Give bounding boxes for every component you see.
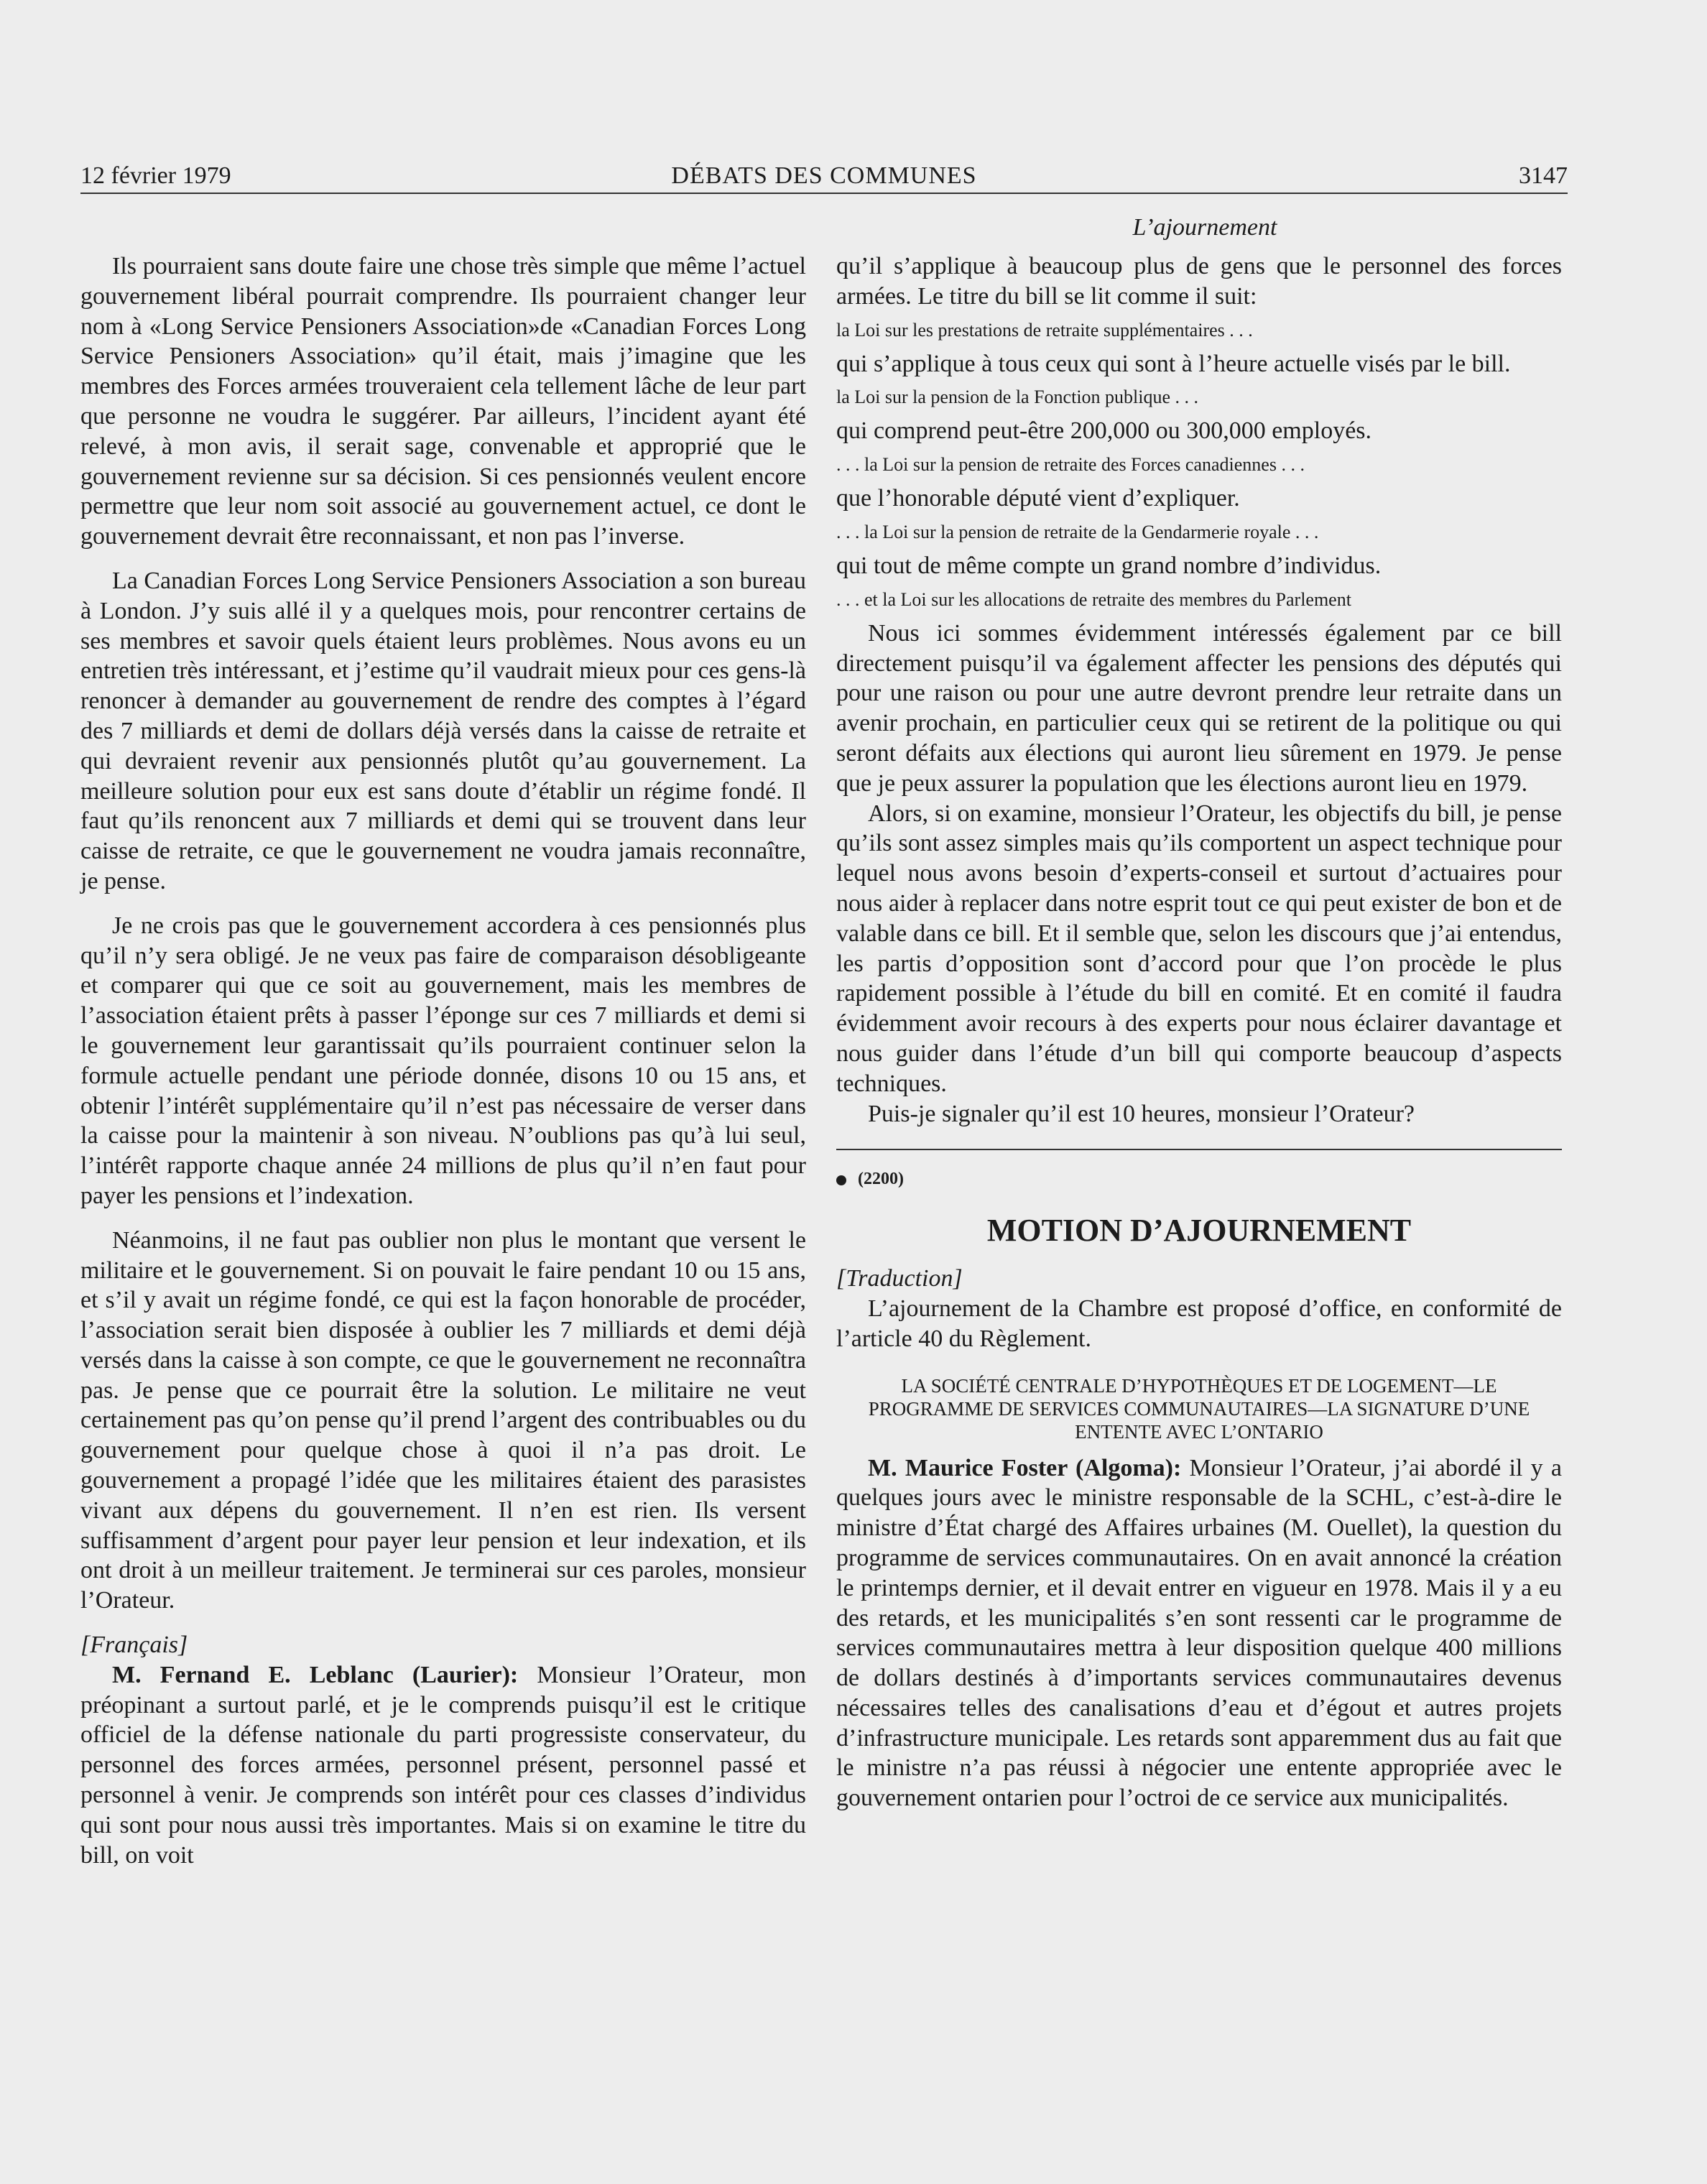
paragraph: qui tout de même compte un grand nombre d’individus. bbox=[836, 552, 1382, 579]
quoted-title: la Loi sur les prestations de retraite supplémentaires . . . bbox=[836, 319, 1253, 341]
speech-text: Monsieur l’Orateur, j’ai abordé il y a quelques jours avec le ministre responsable de la SCHL, c’est-à-dire le ministre d’État chargé des Affaires urbaines (M. Ouellet), la question du programme de services communautaires. On en avait annoncé la création le printemps dernier, et il devait entrer en vigueur en 1978. Mais il y a eu des retards, et les municipalités s’en sont ressenti car le programme de services communautaires mettra à leur disposition quelque 400 millions de dollars destinés à d’importants services communautaires devenus nécessaires telles des canalisations d’eau et d’égout et autres projets d’infrastructure municipale. Les retards sont apparemment dus au fait que le ministre n’a pas réussi à négocier une entente appropriée avec le gouvernement ontarien pour l’octroi de ce service aux municipalités. bbox=[836, 1454, 1562, 1812]
quoted-title: la Loi sur la pension de la Fonction publique . . . bbox=[836, 387, 1199, 408]
section-heading: MOTION D’AJOURNEMENT bbox=[986, 1213, 1412, 1249]
paragraph: que l’honorable député vient d’expliquer. bbox=[836, 485, 1240, 512]
speech-paragraph bbox=[80, 1660, 806, 1871]
paragraph: qui comprend peut-être 200,000 ou 300,000 employés. bbox=[836, 417, 1372, 445]
subsection-heading: LA SOCIÉTÉ CENTRALE D’HYPOTHÈQUES ET DE LOGEMENT—LE PROGRAMME DE SERVICES COMMUNAUTAIRES—LA SIGNATURE D’UNE ENTENTE AVEC L’ONTARIO bbox=[868, 1374, 1530, 1443]
speech-text: Monsieur l’Orateur, mon préopinant a surtout parlé, et je le comprends puisqu’il est le critique officiel de la défense nationale du parti progressiste conservateur, du personnel des forces armées, personnel présent, personnel passé et personnel à venir. Je comprends son intérêt pour ces classes d’individus qui sont pour nous aussi très importantes. Mais si on examine le titre du bill, on voit bbox=[80, 1661, 806, 1869]
left-column bbox=[80, 251, 806, 1870]
paragraph: Alors, si on examine, monsieur l’Orateur, les objectifs du bill, je pense qu’ils sont assez simples mais qu’ils comportent un aspect technique pour lequel nous avons besoin d’experts-conseil et surtout d’actuaires pour nous aider à replacer dans notre esprit tout ce qui peut exister de bon et de valable dans ce bill. Et il semble que, selon les discours que j’ai entendus, les partis d’opposition sont d’accord pour que l’on procède le plus rapidement possible à l’étude du bill en comité. Et en comité il faudra évidemment avoir recours à des experts pour nous éclairer davantage et nous guider dans l’étude d’un bill qui comporte beaucoup d’aspects techniques. bbox=[836, 800, 1562, 1097]
right-column bbox=[836, 251, 1562, 1813]
header-title: DÉBATS DES COMMUNES bbox=[671, 162, 977, 189]
page-header bbox=[80, 159, 1568, 197]
header-rule bbox=[80, 193, 1568, 194]
paragraph: Nous ici sommes évidemment intéressés également par ce bill directement puisqu’il va également affecter les pensions des députés qui pour une raison ou pour une autre devront prendre leur retraite dans un avenir prochain, en particulier ceux qui se retirent de la politique ou qui seront défaits aux élections qui auront lieu sûrement en 1979. Je pense que je peux assurer la population que les élections auront lieu en 1979. bbox=[836, 619, 1562, 797]
timestamp: (2200) bbox=[836, 1165, 1562, 1195]
paragraph: Ils pourraient sans doute faire une chose très simple que même l’actuel gouvernement libéral pourrait comprendre. Ils pourraient changer leur nom à «Long Service Pensioners Association»de «Canadian Forces Long Service Pensioners Association» qu’il était, mais j’imagine que les membres des Forces armées trouveraient cela tellement lâche de leur part que personne ne voudra le suggérer. Par ailleurs, l’incident ayant été relevé, à mon avis, il serait sage, convenable et approprié que le gouvernement revienne sur sa décision. Si ces pensionnés veulent encore permettre que leur nom soit associé au gouvernement actuel, ce dont le gouvernement devrait être reconnaissant, et non pas l’inverse. bbox=[80, 253, 806, 550]
speaker-name: M. Maurice Foster (Algoma): bbox=[868, 1454, 1182, 1481]
paragraph: qui s’applique à tous ceux qui sont à l’heure actuelle visés par le bill. bbox=[836, 350, 1511, 377]
header-date: 12 février 1979 bbox=[80, 162, 231, 189]
section-rule bbox=[836, 1149, 1562, 1150]
paragraph: Puis-je signaler qu’il est 10 heures, monsieur l’Orateur? bbox=[868, 1100, 1415, 1127]
quoted-title: . . . la Loi sur la pension de retraite de la Gendarmerie royale . . . bbox=[836, 521, 1319, 542]
speaker-name: M. Fernand E. Leblanc (Laurier): bbox=[112, 1661, 519, 1688]
paragraph: Je ne crois pas que le gouvernement accordera à ces pensionnés plus qu’il n’y sera obligé. Je ne veux pas faire de comparaison désobligeante et comparer qui que ce soit au gouvernement, mais les membres de l’association étaient prêts à passer l’éponge sur ces 7 milliards et demi si le gouvernement leur garantissait qu’ils pourraient continuer selon la formule actuelle pendant une période donnée, disons 10 ou 15 ans, et obtenir l’intérêt supplémentaire qu’il n’est pas nécessaire de verser dans la caisse pour la maintenir à son niveau. N’oublions pas qu’à lui seul, l’intérêt rapporte chaque année 24 millions de plus qu’il n’en faut pour payer les pensions et l’indexation. bbox=[80, 912, 806, 1209]
paragraph: qu’il s’applique à beaucoup plus de gens que le personnel des forces armées. Le titre du bill se lit comme il suit: bbox=[836, 253, 1562, 310]
quoted-title: . . . et la Loi sur les allocations de retraite des membres du Parlement bbox=[836, 588, 1351, 610]
speech-paragraph bbox=[836, 1453, 1562, 1814]
paragraph: Néanmoins, il ne faut pas oublier non plus le montant que versent le militaire et le gouvernement. Si on pouvait le faire pendant 10 ou 15 ans, et s’il y avait un régime fondé, ce qui est la façon honorable de procéder, l’association serait bien disposée à oublier les 7 milliards et demi déjà versés dans la caisse à son compte, ce que le gouvernement ne reconnaîtra pas. Je pense que ce pourrait être la solution. Le militaire ne veut certainement pas qu’on pense qu’il prend l’argent des contribuables ou du gouvernement pour quelque chose à quoi il n’a pas droit. Le gouvernement a propagé l’idée que les militaires étaient des parasistes vivant aux dépens du gouvernement. Il n’en est rien. Ils versent suffisamment d’argent pour payer leur pension et leur indexation, et ils ont droit à un meilleur traitement. Je terminerai sur ces paroles, monsieur l’Orateur. bbox=[80, 1226, 806, 1614]
page-number: 3147 bbox=[1519, 162, 1568, 189]
running-head: L’ajournement bbox=[1132, 214, 1277, 241]
paragraph: L’ajournement de la Chambre est proposé d’office, en conformité de l’article 40 du Règlement. bbox=[836, 1295, 1562, 1352]
language-tag: [Traduction] bbox=[836, 1265, 963, 1292]
paragraph: La Canadian Forces Long Service Pensioners Association a son bureau à London. J’y suis allé il y a quelques mois, pour rencontrer certains de ses membres et savoir quels étaient leurs problèmes. Nous avons eu un entretien très intéressant, et j’estime qu’il vaudrait mieux pour ces gens-là renoncer à demander au gouvernement de rendre des comptes à l’égard des 7 milliards et demi de dollars déjà versés dans la caisse de retraite et qui devraient revenir aux pensionnés plutôt qu’au gouvernement. La meilleure solution pour eux est sans doute d’établir un régime fondé. Il faut qu’ils renoncent aux 7 milliards et demi qui se trouvent dans leur caisse de retraite, ce que le gouvernement ne voudra jamais reconnaître, je pense. bbox=[80, 567, 806, 894]
quoted-title: . . . la Loi sur la pension de retraite des Forces canadiennes . . . bbox=[836, 454, 1305, 476]
bullet-icon bbox=[836, 1175, 846, 1185]
language-tag: [Français] bbox=[80, 1632, 188, 1659]
